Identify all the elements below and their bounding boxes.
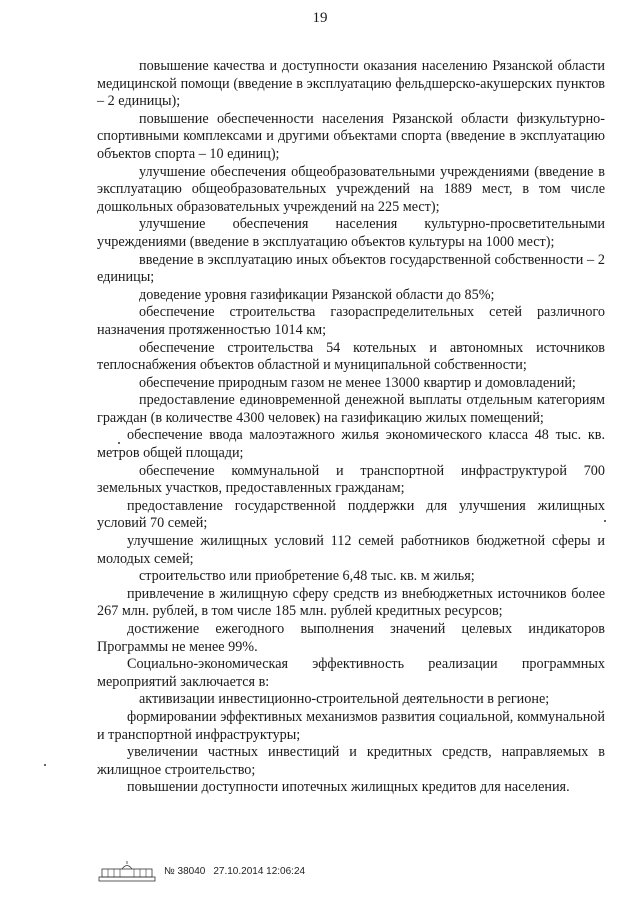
paragraph: предоставление единовременной денежной выплаты отдельным категориям граждан (в количестве 4300 человек) на газификацию жилых помещений;	[97, 392, 605, 426]
scan-speck	[118, 442, 120, 444]
paragraph: обеспечение природным газом не менее 13000 квартир и домовладений;	[139, 374, 576, 391]
registration-number: № 38040	[164, 865, 206, 877]
paragraph: активизации инвестиционно-строительной деятельности в регионе;	[139, 691, 550, 708]
registration-datetime: 27.10.2014 12:06:24	[213, 865, 306, 877]
paragraph: увеличении частных инвестиций и кредитных средств, направляемых в жилищное строительство;	[97, 744, 605, 778]
scan-speck	[604, 520, 606, 522]
paragraph: формировании эффективных механизмов развития социальной, коммунальной и транспортной инфраструктуры;	[97, 708, 605, 743]
paragraph: обеспечение строительства 54 котельных и автономных источников теплоснабжения объектов областной и муниципальной собственности;	[97, 339, 605, 374]
scan-speck	[44, 764, 46, 766]
paragraph: улучшение жилищных условий 112 семей работников бюджетной сферы и молодых семей;	[97, 533, 605, 567]
paragraph: обеспечение ввода малоэтажного жилья экономического класса 48 тыс. кв. метров общей площади;	[97, 427, 605, 462]
registration-footer	[98, 860, 305, 882]
paragraph: строительство или приобретение 6,48 тыс. кв. м жилья;	[139, 568, 475, 585]
paragraph: Социально-экономическая эффективность реализации программных мероприятий заключается в:	[97, 656, 605, 690]
paragraph: улучшение обеспечения населения культурно-просветительными учреждениями (введение в эксплуатацию объектов культуры на 1000 мест);	[97, 216, 605, 250]
paragraph: привлечение в жилищную сферу средств из внебюджетных источников более 267 млн. рублей, в том числе 185 млн. рублей кредитных ресурсов;	[97, 585, 605, 620]
paragraph: повышение качества и доступности оказания населению Рязанской области медицинской помощи (введение в эксплуатацию фельдшерско-акушерских пунктов – 2 единицы);	[97, 58, 605, 110]
paragraph: введение в эксплуатацию иных объектов государственной собственности – 2 единицы;	[97, 251, 605, 286]
paragraph: достижение ежегодного выполнения значений целевых индикаторов Программы не менее 99%.	[97, 621, 605, 655]
paragraph: предоставление государственной поддержки для улучшения жилищных условий 70 семей;	[97, 497, 605, 532]
paragraph: обеспечение строительства газораспределительных сетей различного назначения протяженностью 1014 км;	[97, 304, 605, 338]
paragraph: повышение обеспеченности населения Рязанской области физкультурно-спортивными комплексами и другими объектами спорта (введение в эксплуатацию объектов спорта – 10 единиц);	[97, 110, 605, 162]
paragraph: повышении доступности ипотечных жилищных кредитов для населения.	[127, 779, 570, 796]
page-number: 19	[312, 10, 328, 26]
paragraph: доведение уровня газификации Рязанской области до 85%;	[139, 286, 495, 303]
paragraph: улучшение обеспечения общеобразовательными учреждениями (введение в эксплуатацию общеобразовательных учреждений на 1889 мест, в том числе дошкольных образовательных учреждений на 225 мест);	[97, 163, 605, 215]
body-text	[97, 58, 605, 797]
paragraph: обеспечение коммунальной и транспортной инфраструктурой 700 земельных участков, предоставленных гражданам;	[97, 462, 605, 497]
government-building-stamp-icon	[98, 860, 156, 882]
